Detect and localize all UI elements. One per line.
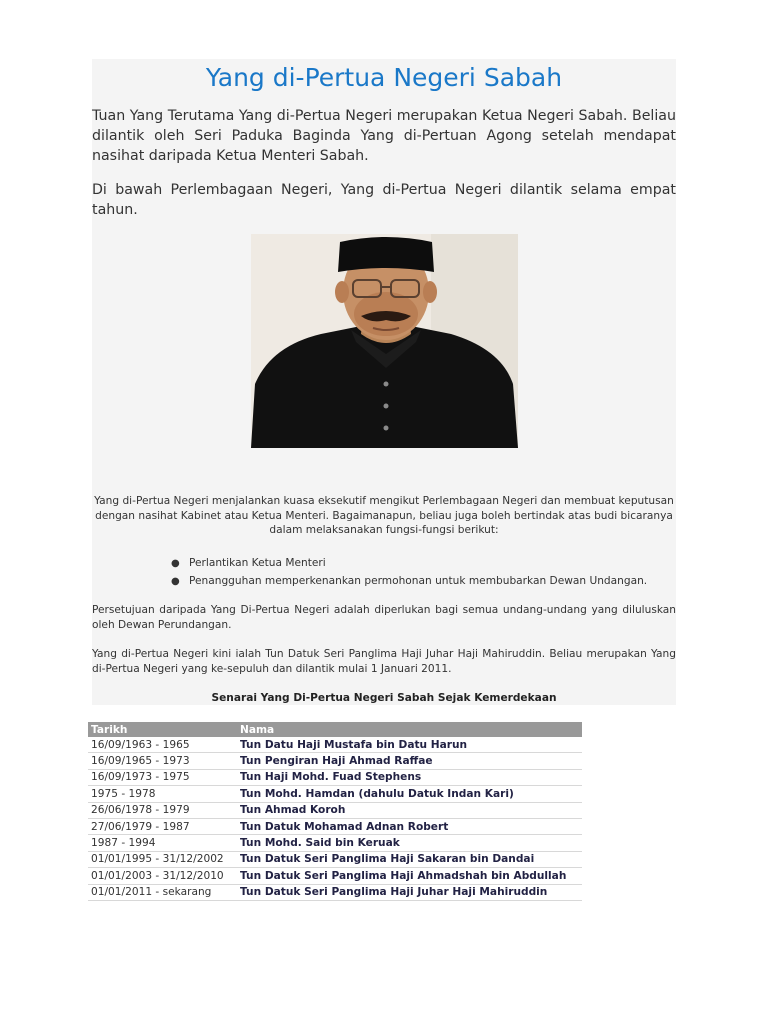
- term-paragraph: Di bawah Perlembagaan Negeri, Yang di-Pertua Negeri dilantik selama empat tahun.: [92, 182, 676, 218]
- page-title: Yang di-Pertua Negeri Sabah: [205, 63, 563, 92]
- date-cell: 1975 - 1978: [88, 786, 237, 802]
- name-cell: Tun Mohd. Hamdan (dahulu Datuk Indan Kari): [237, 786, 582, 802]
- date-cell: 01/01/1995 - 31/12/2002: [88, 851, 237, 867]
- name-cell: Tun Datuk Seri Panglima Haji Ahmadshah bin Abdullah: [237, 868, 582, 884]
- table-row: [88, 868, 582, 884]
- name-cell: Tun Datuk Seri Panglima Haji Juhar Haji Mahiruddin: [237, 884, 582, 900]
- table-row: [88, 818, 582, 834]
- date-cell: 16/09/1965 - 1973: [88, 753, 237, 769]
- table-row: [88, 802, 582, 818]
- bullet-icon: ●: [171, 575, 180, 587]
- table-row: [88, 753, 582, 769]
- name-cell: Tun Haji Mohd. Fuad Stephens: [237, 769, 582, 785]
- table-row: [88, 884, 582, 900]
- function-label: Penangguhan memperkenankan permohonan untuk membubarkan Dewan Undangan.: [189, 574, 648, 587]
- name-cell: Tun Ahmad Koroh: [237, 802, 582, 818]
- table-row: [88, 769, 582, 785]
- discretionary-functions-list: [168, 555, 647, 590]
- date-cell: 1987 - 1994: [88, 835, 237, 851]
- date-cell: 16/09/1963 - 1965: [88, 737, 237, 753]
- governor-portrait-photo: [251, 234, 518, 448]
- portrait-illustration: [251, 234, 518, 448]
- date-cell: 01/01/2011 - sekarang: [88, 884, 237, 900]
- column-header-date: Tarikh: [88, 722, 237, 737]
- executive-power-paragraph: Yang di-Pertua Negeri menjalankan kuasa eksekutif mengikut Perlembagaan Negeri dan membuat keputusan dengan nasihat Kabinet atau Ketua Menteri. Bagaimanapun, beliau juga boleh bertindak atas budi bicaranya dalam melaksanakan fungsi-fungsi berikut:: [94, 495, 674, 536]
- date-cell: 27/06/1979 - 1987: [88, 818, 237, 834]
- date-cell: 01/01/2003 - 31/12/2010: [88, 868, 237, 884]
- name-cell: Tun Pengiran Haji Ahmad Raffae: [237, 753, 582, 769]
- bullet-icon: ●: [171, 558, 180, 569]
- name-cell: Tun Datuk Seri Panglima Haji Sakaran bin Dandai: [237, 851, 582, 867]
- column-header-name: Nama: [237, 722, 582, 737]
- function-label: Perlantikan Ketua Menteri: [189, 557, 326, 569]
- intro-paragraph: Tuan Yang Terutama Yang di-Pertua Negeri merupakan Ketua Negeri Sabah. Beliau dilantik oleh Seri Paduka Baginda Yang di-Pertuan Agong setelah mendapat nasihat daripada Ketua Menteri Sabah.: [92, 108, 676, 164]
- name-cell: Tun Datu Haji Mustafa bin Datu Harun: [237, 737, 582, 753]
- date-cell: 16/09/1973 - 1975: [88, 769, 237, 785]
- date-cell: 26/06/1978 - 1979: [88, 802, 237, 818]
- table-row: [88, 786, 582, 802]
- table-header-row: [88, 722, 582, 737]
- governors-table: [88, 722, 582, 901]
- table-row: [88, 737, 582, 753]
- consent-paragraph: Persetujuan daripada Yang Di-Pertua Negeri adalah diperlukan bagi semua undang-undang yang diluluskan oleh Dewan Perundangan.: [92, 604, 676, 631]
- list-item: [168, 555, 647, 573]
- table-title: Senarai Yang Di-Pertua Negeri Sabah Sejak Kemerdekaan: [211, 692, 557, 704]
- table-row: [88, 835, 582, 851]
- name-cell: Tun Mohd. Said bin Keruak: [237, 835, 582, 851]
- current-governor-paragraph: Yang di-Pertua Negeri kini ialah Tun Datuk Seri Panglima Haji Juhar Haji Mahiruddin. Beliau merupakan Yang di-Pertua Negeri yang ke-sepuluh dan dilantik mulai 1 Januari 2011.: [92, 648, 676, 675]
- name-cell: Tun Datuk Mohamad Adnan Robert: [237, 818, 582, 834]
- list-item: [168, 573, 647, 591]
- table-row: [88, 851, 582, 867]
